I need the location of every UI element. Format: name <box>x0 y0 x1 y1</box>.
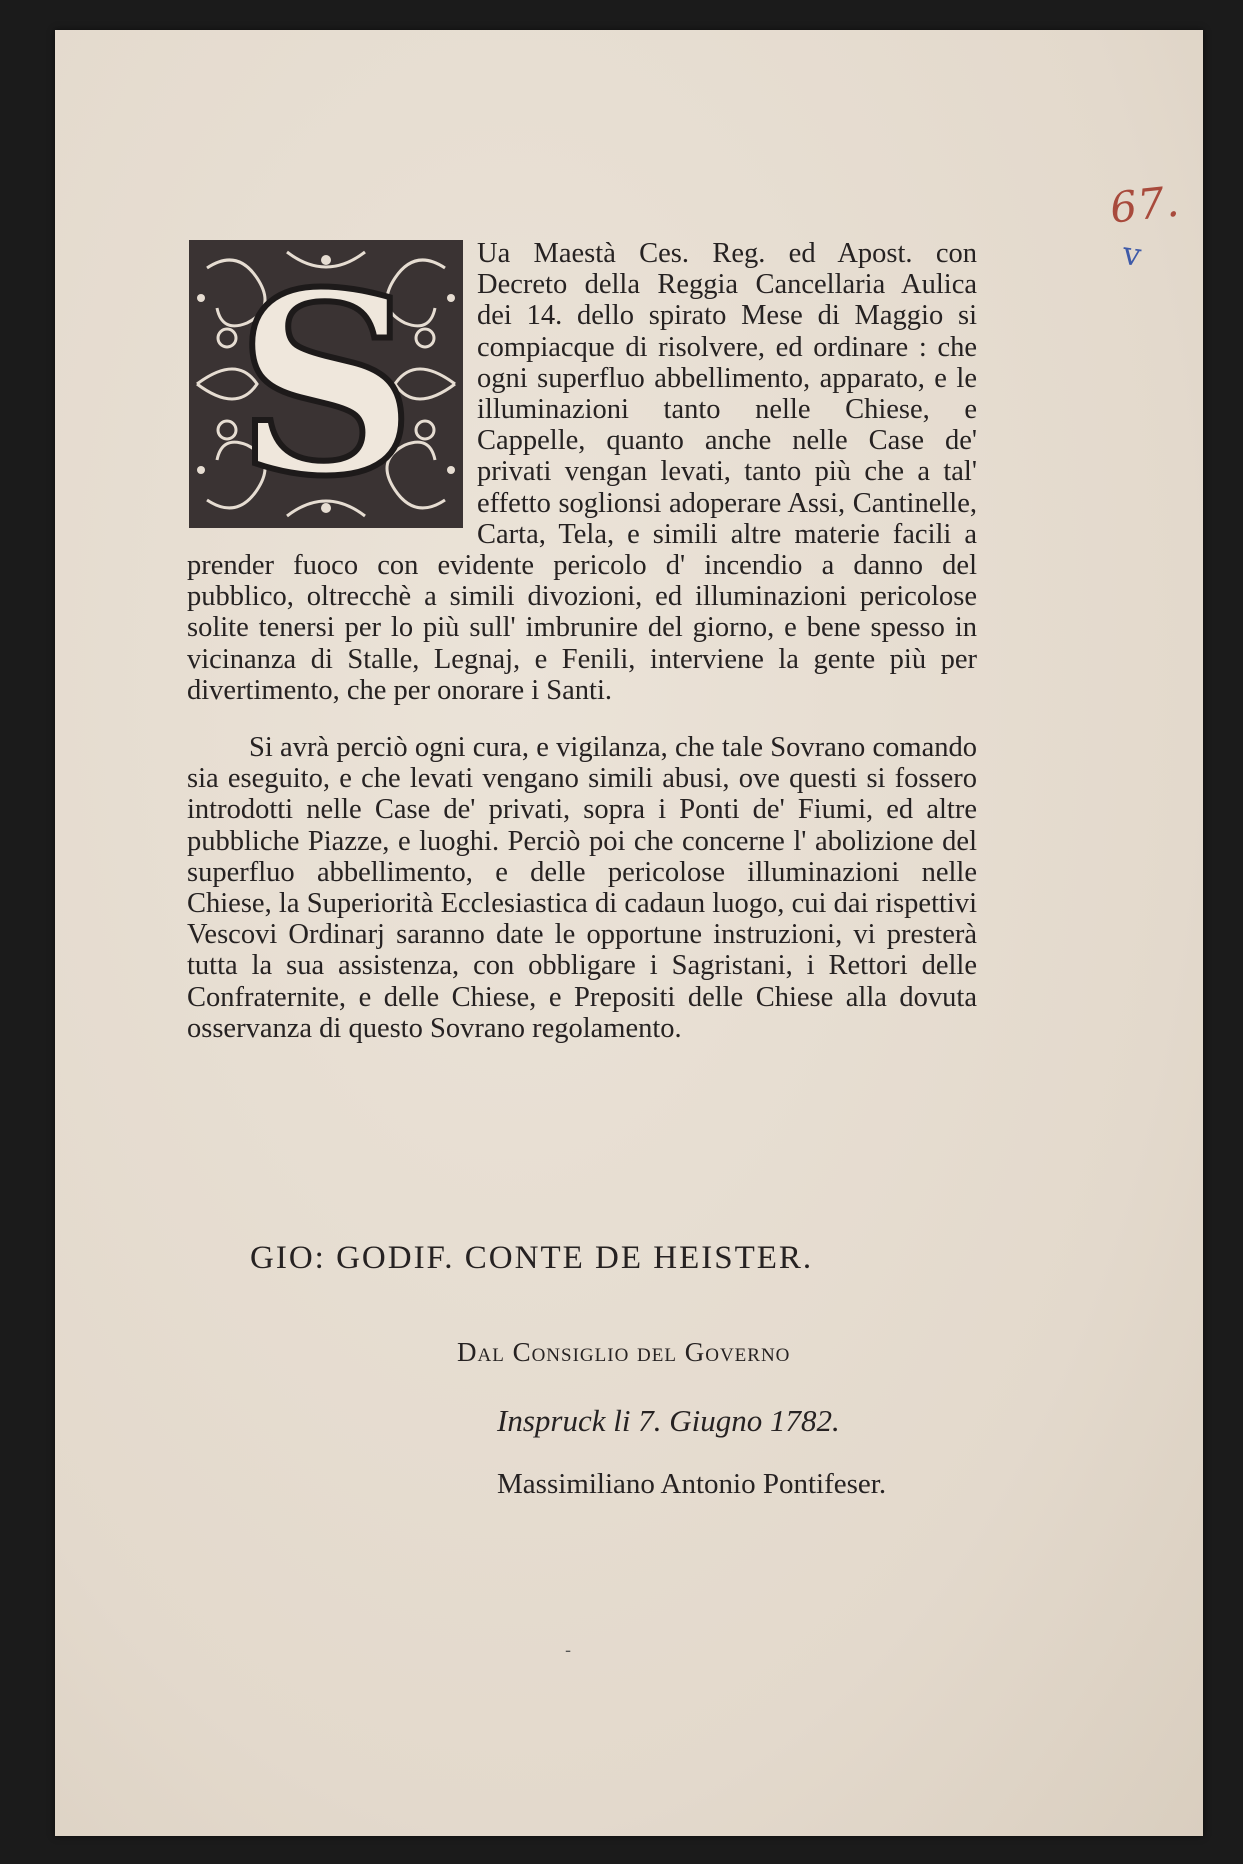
signature: GIO: GODIF. CONTE DE HEISTER. <box>250 1240 814 1276</box>
secretary-name: Massimiliano Antonio Pontifeser. <box>497 1468 887 1500</box>
ornamental-initial-icon <box>187 238 465 530</box>
stray-mark: ‐ <box>565 1640 572 1661</box>
council-line: Dal Consiglio del Governo <box>457 1337 791 1367</box>
check-mark: v <box>1120 233 1144 275</box>
folio-number: 67. <box>1107 176 1183 233</box>
paragraph-2: Si avrà perciò ogni cura, e vigilanza, che tale Sovrano comando sia eseguito, e che levati vengano simili abusi, ove questi si fossero introdotti nelle Case de' privati, sopra i Ponti de' Fiumi, ed altre pubbliche Piazze, e luoghi. Perciò poi che concerne l' abolizione del superfluo abbellimento, e delle pericolose illuminazioni nelle Chiese, la Superiorità Ecclesiastica di cadaun luogo, cui dai rispettivi Vescovi Ordinarj saranno date le opportune instruzioni, vi presterà tutta la sua assistenza, con obbligare i Sagristani, i Rettori delle Confraternite, e delle Chiese, e Prepositi delle Chiese alla dovuta osservanza di questo Sovrano regolamento. <box>187 732 977 1044</box>
initial-letter: S <box>235 237 417 531</box>
paragraph-1: Ua Maestà Ces. Reg. ed Apost. con Decreto della Reggia Cancellaria Aulica dei 14. dello spirato Mese di Maggio si compiacque di risolvere, ed ordinare : che ogni superfluo abbellimento, apparato, e le illuminazioni tanto nelle Chiese, e Cappelle, quanto anche nelle Case de' privati vengan levati, tanto più che a tal' effetto soglionsi adoperare Assi, Cantinelle, Carta, Tela, e simili altre materie facili a prender fuoco con evidente pericolo d' incendio a danno del pubblico, oltrecchè a simili divozioni, ed illuminazioni pericolose solite tenersi per lo più sull' imbrunire del giorno, e bene spesso in vicinanza di Stalle, Legnaj, e Fenili, interviene la gente più per divertimento, che per onorare i Santi. <box>187 238 977 706</box>
place-date: Inspruck li 7. Giugno 1782. <box>497 1403 840 1438</box>
body-text <box>187 238 977 1044</box>
